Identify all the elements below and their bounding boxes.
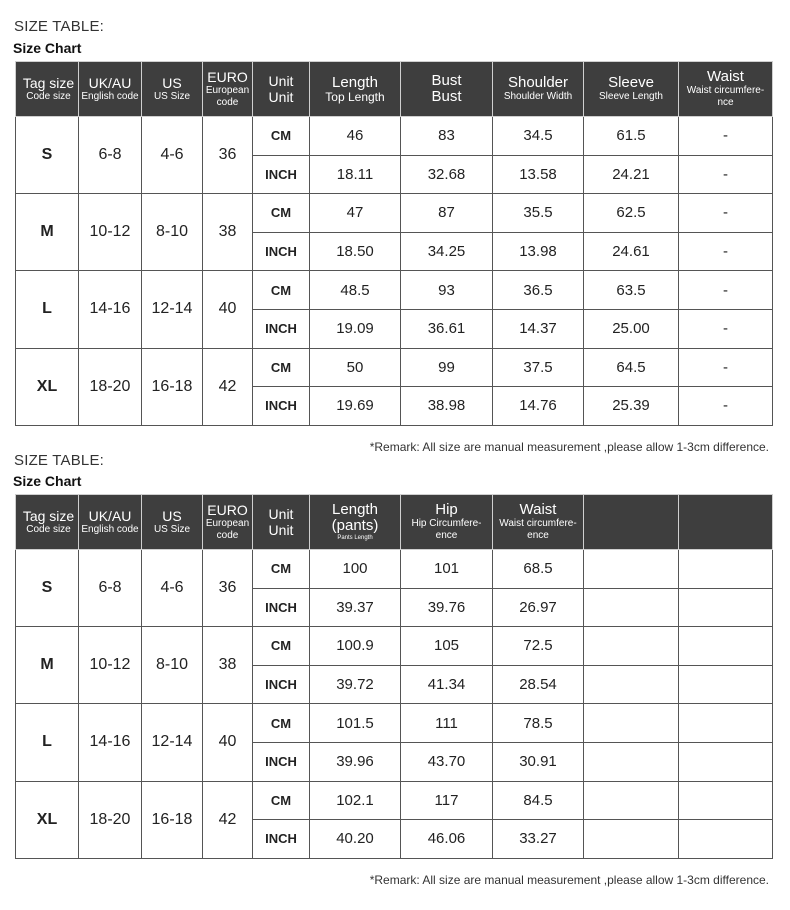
header-hip: Hip Hip Circumfere-ence: [401, 495, 493, 550]
length-cell: 50: [310, 348, 401, 387]
us-cell: 12-14: [142, 704, 203, 781]
unit-cell: CM: [253, 781, 310, 820]
header-length: Length Top Length: [310, 62, 401, 117]
hip-cell: 41.34: [401, 665, 493, 704]
waist-cell: -: [679, 117, 773, 156]
sleeve-cell: 24.21: [584, 155, 679, 194]
unit-cell: CM: [253, 550, 310, 589]
length-cell: 18.50: [310, 232, 401, 271]
bust-cell: 38.98: [401, 387, 493, 426]
waist-cell: -: [679, 155, 773, 194]
euro-cell: 42: [203, 781, 253, 858]
empty-cell: [584, 627, 679, 666]
waist-cell: 84.5: [493, 781, 584, 820]
hip-cell: 39.76: [401, 588, 493, 627]
waist-cell: -: [679, 194, 773, 233]
shoulder-cell: 36.5: [493, 271, 584, 310]
tag-size-cell: S: [16, 550, 79, 627]
us-cell: 16-18: [142, 348, 203, 425]
bust-cell: 87: [401, 194, 493, 233]
header-uk-au: UK/AU English code: [79, 495, 142, 550]
shoulder-cell: 13.98: [493, 232, 584, 271]
section-title-bottom: SIZE TABLE:: [14, 452, 105, 469]
tag-size-cell: XL: [16, 348, 79, 425]
hip-cell: 101: [401, 550, 493, 589]
hip-cell: 117: [401, 781, 493, 820]
section-title-top: SIZE TABLE:: [14, 18, 105, 35]
table-row: [16, 271, 773, 310]
shoulder-cell: 14.37: [493, 309, 584, 348]
empty-cell: [584, 742, 679, 781]
waist-cell: -: [679, 232, 773, 271]
empty-cell: [679, 742, 773, 781]
header-shoulder: Shoulder Shoulder Width: [493, 62, 584, 117]
unit-cell: CM: [253, 627, 310, 666]
shoulder-cell: 37.5: [493, 348, 584, 387]
table-header-row: [16, 495, 773, 550]
header-unit: Unit Unit: [253, 62, 310, 117]
shoulder-cell: 14.76: [493, 387, 584, 426]
waist-cell: 68.5: [493, 550, 584, 589]
unit-cell: CM: [253, 704, 310, 743]
unit-cell: INCH: [253, 588, 310, 627]
length-cell: 19.09: [310, 309, 401, 348]
unit-cell: INCH: [253, 742, 310, 781]
length-cell: 39.96: [310, 742, 401, 781]
sleeve-cell: 64.5: [584, 348, 679, 387]
bust-cell: 93: [401, 271, 493, 310]
empty-cell: [679, 588, 773, 627]
empty-cell: [584, 550, 679, 589]
table-row: [16, 194, 773, 233]
table-row: [16, 704, 773, 743]
us-cell: 16-18: [142, 781, 203, 858]
table-row: [16, 550, 773, 589]
unit-cell: CM: [253, 117, 310, 156]
waist-cell: -: [679, 387, 773, 426]
sleeve-cell: 61.5: [584, 117, 679, 156]
hip-cell: 105: [401, 627, 493, 666]
empty-cell: [584, 588, 679, 627]
header-waist: Waist Waist circumfere-ence: [493, 495, 584, 550]
empty-cell: [584, 820, 679, 859]
empty-cell: [679, 820, 773, 859]
empty-cell: [584, 665, 679, 704]
unit-cell: INCH: [253, 387, 310, 426]
uk-au-cell: 14-16: [79, 271, 142, 348]
euro-cell: 40: [203, 271, 253, 348]
uk-au-cell: 18-20: [79, 781, 142, 858]
waist-cell: 28.54: [493, 665, 584, 704]
tag-size-cell: L: [16, 704, 79, 781]
empty-cell: [584, 704, 679, 743]
us-cell: 4-6: [142, 117, 203, 194]
table-row: [16, 117, 773, 156]
chart-title-bottom: Size Chart: [13, 473, 82, 489]
length-cell: 19.69: [310, 387, 401, 426]
empty-cell: [679, 665, 773, 704]
tag-size-cell: XL: [16, 781, 79, 858]
euro-cell: 38: [203, 194, 253, 271]
waist-cell: 78.5: [493, 704, 584, 743]
shoulder-cell: 35.5: [493, 194, 584, 233]
uk-au-cell: 6-8: [79, 550, 142, 627]
empty-cell: [679, 781, 773, 820]
bottom-size-table: [15, 494, 773, 859]
empty-cell: [584, 781, 679, 820]
empty-cell: [679, 627, 773, 666]
remark-top: *Remark: All size are manual measurement ,please allow 1-3cm difference.: [369, 440, 769, 454]
us-cell: 8-10: [142, 627, 203, 704]
header-unit: Unit Unit: [253, 495, 310, 550]
unit-cell: INCH: [253, 665, 310, 704]
bust-cell: 99: [401, 348, 493, 387]
sleeve-cell: 25.00: [584, 309, 679, 348]
euro-cell: 36: [203, 550, 253, 627]
length-cell: 39.37: [310, 588, 401, 627]
uk-au-cell: 6-8: [79, 117, 142, 194]
empty-cell: [679, 704, 773, 743]
length-cell: 100: [310, 550, 401, 589]
tag-size-cell: L: [16, 271, 79, 348]
waist-cell: 30.91: [493, 742, 584, 781]
us-cell: 4-6: [142, 550, 203, 627]
header-tag-size: Tag size Code size: [16, 495, 79, 550]
length-cell: 101.5: [310, 704, 401, 743]
unit-cell: INCH: [253, 309, 310, 348]
euro-cell: 40: [203, 704, 253, 781]
remark-bottom: *Remark: All size are manual measurement ,please allow 1-3cm difference.: [369, 873, 769, 887]
uk-au-cell: 10-12: [79, 627, 142, 704]
uk-au-cell: 10-12: [79, 194, 142, 271]
length-cell: 46: [310, 117, 401, 156]
waist-cell: 72.5: [493, 627, 584, 666]
table-row: [16, 627, 773, 666]
header-empty-1: [584, 495, 679, 550]
sleeve-cell: 62.5: [584, 194, 679, 233]
unit-cell: CM: [253, 194, 310, 233]
unit-cell: INCH: [253, 155, 310, 194]
hip-cell: 43.70: [401, 742, 493, 781]
unit-cell: CM: [253, 271, 310, 310]
shoulder-cell: 34.5: [493, 117, 584, 156]
waist-cell: -: [679, 309, 773, 348]
length-cell: 47: [310, 194, 401, 233]
length-cell: 39.72: [310, 665, 401, 704]
header-sleeve: Sleeve Sleeve Length: [584, 62, 679, 117]
header-length-pants: Length (pants) Pants Length: [310, 495, 401, 550]
euro-cell: 36: [203, 117, 253, 194]
uk-au-cell: 14-16: [79, 704, 142, 781]
header-us: US US Size: [142, 495, 203, 550]
header-us: US US Size: [142, 62, 203, 117]
waist-cell: 33.27: [493, 820, 584, 859]
header-euro: EURO European code: [203, 62, 253, 117]
header-waist: Waist Waist circumfere-nce: [679, 62, 773, 117]
header-empty-2: [679, 495, 773, 550]
hip-cell: 111: [401, 704, 493, 743]
sleeve-cell: 24.61: [584, 232, 679, 271]
header-bust: Bust Bust: [401, 62, 493, 117]
bust-cell: 83: [401, 117, 493, 156]
hip-cell: 46.06: [401, 820, 493, 859]
unit-cell: INCH: [253, 820, 310, 859]
waist-cell: -: [679, 348, 773, 387]
table-row: [16, 781, 773, 820]
empty-cell: [679, 550, 773, 589]
header-tag-size: Tag size Code size: [16, 62, 79, 117]
euro-cell: 42: [203, 348, 253, 425]
header-uk-au: UK/AU English code: [79, 62, 142, 117]
bust-cell: 32.68: [401, 155, 493, 194]
uk-au-cell: 18-20: [79, 348, 142, 425]
bust-cell: 34.25: [401, 232, 493, 271]
top-size-table: [15, 61, 773, 426]
length-cell: 40.20: [310, 820, 401, 859]
table-header-row: [16, 62, 773, 117]
length-cell: 102.1: [310, 781, 401, 820]
shoulder-cell: 13.58: [493, 155, 584, 194]
waist-cell: -: [679, 271, 773, 310]
unit-cell: CM: [253, 348, 310, 387]
chart-title-top: Size Chart: [13, 40, 82, 56]
sleeve-cell: 25.39: [584, 387, 679, 426]
length-cell: 48.5: [310, 271, 401, 310]
tag-size-cell: M: [16, 194, 79, 271]
sleeve-cell: 63.5: [584, 271, 679, 310]
length-cell: 100.9: [310, 627, 401, 666]
tag-size-cell: S: [16, 117, 79, 194]
waist-cell: 26.97: [493, 588, 584, 627]
table-row: [16, 348, 773, 387]
us-cell: 8-10: [142, 194, 203, 271]
header-euro: EURO European code: [203, 495, 253, 550]
bust-cell: 36.61: [401, 309, 493, 348]
euro-cell: 38: [203, 627, 253, 704]
tag-size-cell: M: [16, 627, 79, 704]
unit-cell: INCH: [253, 232, 310, 271]
us-cell: 12-14: [142, 271, 203, 348]
length-cell: 18.11: [310, 155, 401, 194]
